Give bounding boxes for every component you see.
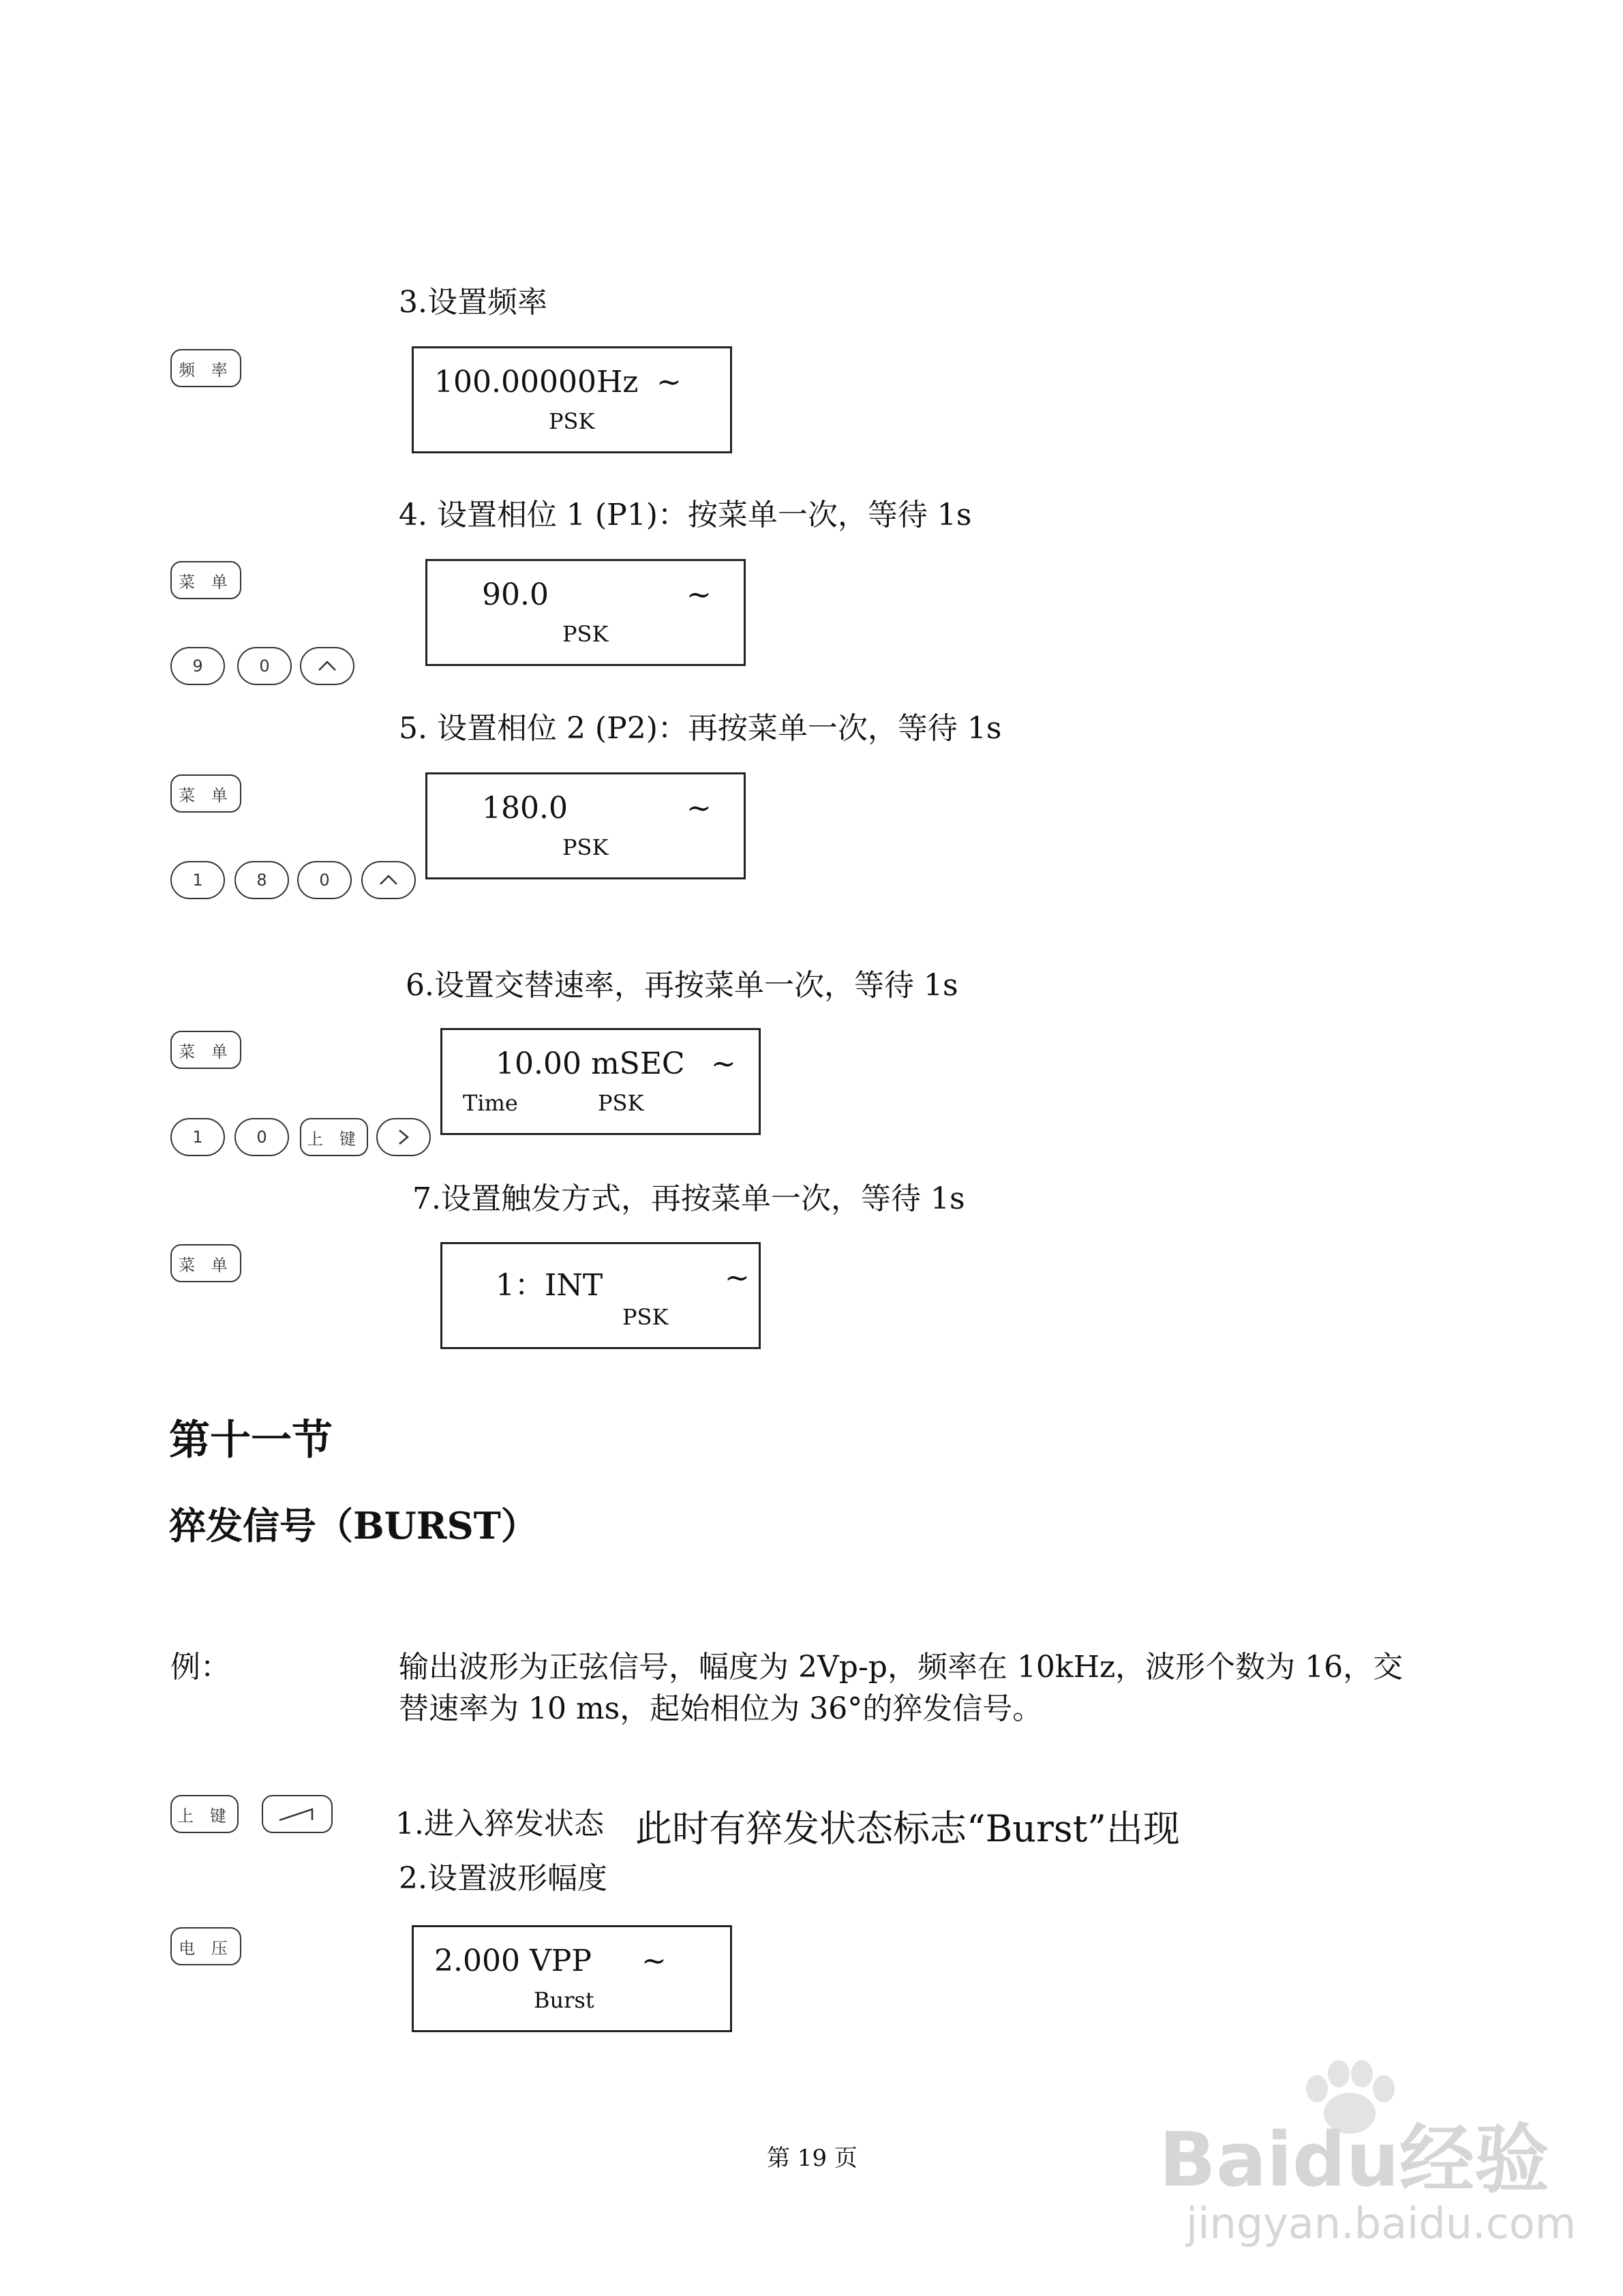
lcd-mode: PSK xyxy=(562,621,609,647)
up-arrow-icon xyxy=(315,658,339,674)
lcd-tilde: ~ xyxy=(686,577,712,612)
digit-1-key[interactable]: 1 xyxy=(170,1118,225,1156)
example-label: 例： xyxy=(170,1650,230,1685)
lcd-tilde: ~ xyxy=(711,1046,736,1081)
lcd-tilde: ~ xyxy=(686,791,712,826)
digit-9-key[interactable]: 9 xyxy=(170,647,225,685)
lcd-mode: PSK xyxy=(598,1090,644,1116)
watermark-brand: Baidu经验 xyxy=(1159,2116,1549,2203)
up-arrow-key[interactable] xyxy=(300,647,354,685)
shift-key[interactable]: 上 键 xyxy=(300,1118,368,1156)
example-text-line1: 输出波形为正弦信号，幅度为 2Vp-p，频率在 10kHz，波形个数为 16，交 xyxy=(399,1650,1404,1685)
digit-1-key[interactable]: 1 xyxy=(170,861,225,899)
section-title: 猝发信号（BURST） xyxy=(169,1504,538,1547)
up-arrow-icon xyxy=(376,872,401,888)
burst-step1-note: 此时有猝发状态标志“Burst”出现 xyxy=(635,1807,1180,1850)
lcd-mode: PSK xyxy=(549,408,595,434)
lcd-value: 180.0 xyxy=(482,791,568,826)
step7-lcd-display xyxy=(440,1242,761,1349)
step4-lcd-display xyxy=(425,559,746,666)
example-text-line2: 替速率为 10 ms，起始相位为 36°的猝发信号。 xyxy=(399,1691,1043,1726)
lcd-value: 1：INT xyxy=(496,1268,603,1303)
page-number: 第 19 页 xyxy=(767,2145,858,2172)
step5-lcd-display xyxy=(425,772,746,879)
right-arrow-icon xyxy=(395,1126,412,1148)
frequency-key[interactable]: 频 率 xyxy=(170,349,241,387)
watermark-url: jingyan.baidu.com xyxy=(1186,2199,1577,2248)
step6-title: 6.设置交替速率，再按菜单一次，等待 1s xyxy=(406,968,958,1003)
step7-title: 7.设置触发方式，再按菜单一次，等待 1s xyxy=(412,1181,965,1216)
lcd-value: 10.00 mSEC xyxy=(496,1046,685,1081)
right-arrow-key[interactable] xyxy=(376,1118,431,1156)
ramp-wave-icon xyxy=(275,1804,319,1824)
step3-title: 3.设置频率 xyxy=(399,285,547,320)
up-arrow-key[interactable] xyxy=(361,861,416,899)
digit-0-key[interactable]: 0 xyxy=(237,647,292,685)
lcd-value: 90.0 xyxy=(482,577,549,612)
menu-key[interactable]: 菜 单 xyxy=(170,561,241,599)
lcd-value: 2.000 VPP xyxy=(434,1944,592,1978)
burst-step1-title: 1.进入猝发状态 xyxy=(395,1807,604,1841)
section-number: 第十一节 xyxy=(169,1417,333,1464)
step4-title: 4. 设置相位 1 (P1)：按菜单一次，等待 1s xyxy=(399,498,972,532)
digit-8-key[interactable]: 8 xyxy=(234,861,289,899)
lcd-mode: Burst xyxy=(534,1987,594,2013)
burst-step2-title: 2.设置波形幅度 xyxy=(399,1861,607,1896)
menu-key[interactable]: 菜 单 xyxy=(170,1244,241,1282)
step5-title: 5. 设置相位 2 (P2)：再按菜单一次，等待 1s xyxy=(399,711,1002,746)
step6-lcd-display xyxy=(440,1028,761,1135)
ramp-wave-key[interactable] xyxy=(262,1795,333,1833)
menu-key[interactable]: 菜 单 xyxy=(170,774,241,813)
lcd-tilde: ~ xyxy=(641,1944,667,1978)
lcd-tilde: ~ xyxy=(656,365,682,399)
menu-key[interactable]: 菜 单 xyxy=(170,1031,241,1069)
lcd-tilde: ~ xyxy=(725,1260,750,1295)
burst-lcd-display xyxy=(412,1925,732,2032)
lcd-mode: PSK xyxy=(622,1304,669,1330)
lcd-mode: PSK xyxy=(562,834,609,860)
lcd-time-label: Time xyxy=(463,1090,518,1116)
lcd-value: 100.00000Hz xyxy=(434,365,639,399)
voltage-key[interactable]: 电 压 xyxy=(170,1927,241,1965)
step3-lcd-display xyxy=(412,346,732,453)
digit-0-key[interactable]: 0 xyxy=(297,861,352,899)
shift-key[interactable]: 上 键 xyxy=(170,1795,239,1833)
digit-0-key[interactable]: 0 xyxy=(234,1118,289,1156)
